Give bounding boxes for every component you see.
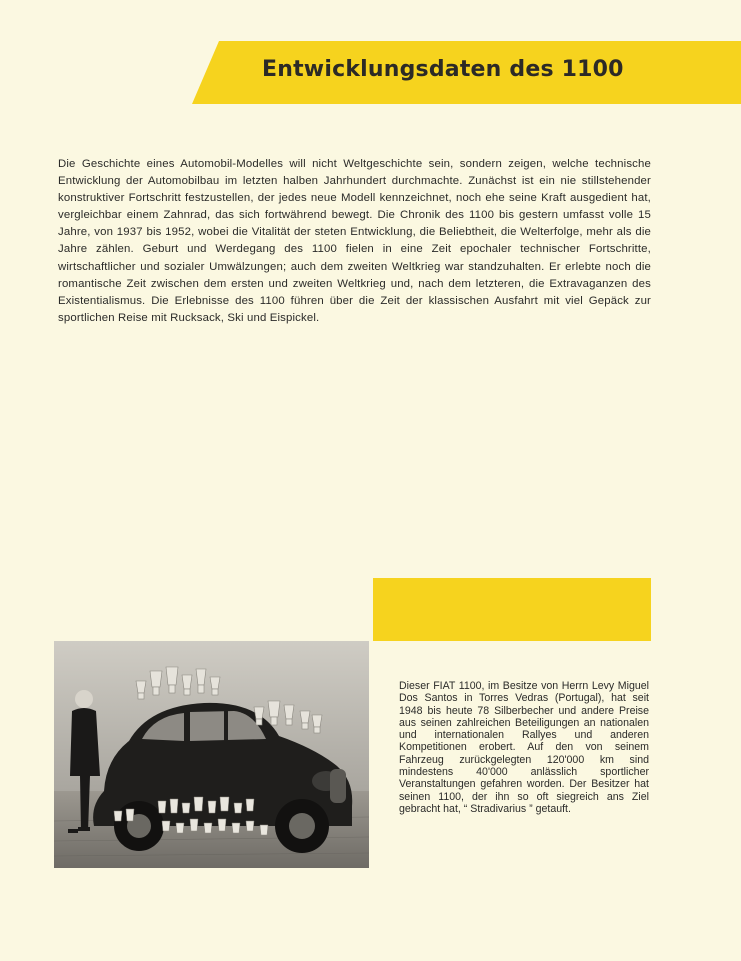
photo-caption: Dieser FIAT 1100, im Besitze von Herrn Levy Miguel Dos Santos in Torres Vedras (Portugal), hat seit 1948 bis heute 78 Silberbecher und andere Preise aus seinen zahlreichen Beteiligungen an nationalen und internationalen Rallyes und anderen Kompetitionen erobert. Auf den von seinem Fahrzeug zurückgelegten 120'000 km sind mindestens 40'000 anlässlich sportlicher Veranstaltungen gefahren worden. Der Besitzer hat seinen 1100, der ihn so oft siegreich ans Ziel gebracht hat, “ Stradivarius ” getauft. [399, 680, 649, 815]
intro-paragraph: Die Geschichte eines Automobil-Modelles will nicht Weltgeschichte sein, sondern zeigen, welche technische Entwicklung der Automobilbau im letzten halben Jahrhundert durchmachte. Zunächst ist ein nie stillstehender konstruktiver Fortschritt festzustellen, der jedes neue Modell kennzeichnet, noch ehe seine Kraft ausgedient hat, vergleichbar einem Zahnrad, das sich fortwährend bewegt. Die Chronik des 1100 bis gestern umfasst volle 15 Jahre, von 1937 bis 1952, wobei die Vitalität der steten Entwicklung, die Beliebtheit, die Welterfolge, mehr als die Jahre zählen. Geburt und Werdegang des 1100 fielen in eine Zeit epochaler technischer Fortschritte, wirtschaftlicher und sozialer Umwälzungen; auch dem zweiten Weltkrieg war standzuhalten. Er erlebte noch die romantische Zeit zwischen dem ersten und zweiten Weltkrieg und, nach dem letzteren, die Extravaganzen des Existentialismus. Die Erlebnisse des 1100 führen über die Zeit der klassischen Ausfahrt mit viel Gepäck zur sportlichen Reise mit Rucksack, Ski und Eispickel. [58, 158, 651, 324]
car-trophies-photo [54, 641, 369, 868]
page-title: Entwicklungsdaten des 1100 [262, 57, 624, 82]
yellow-accent-block [373, 578, 651, 641]
vintage-car-with-trophies-photo [54, 641, 369, 868]
